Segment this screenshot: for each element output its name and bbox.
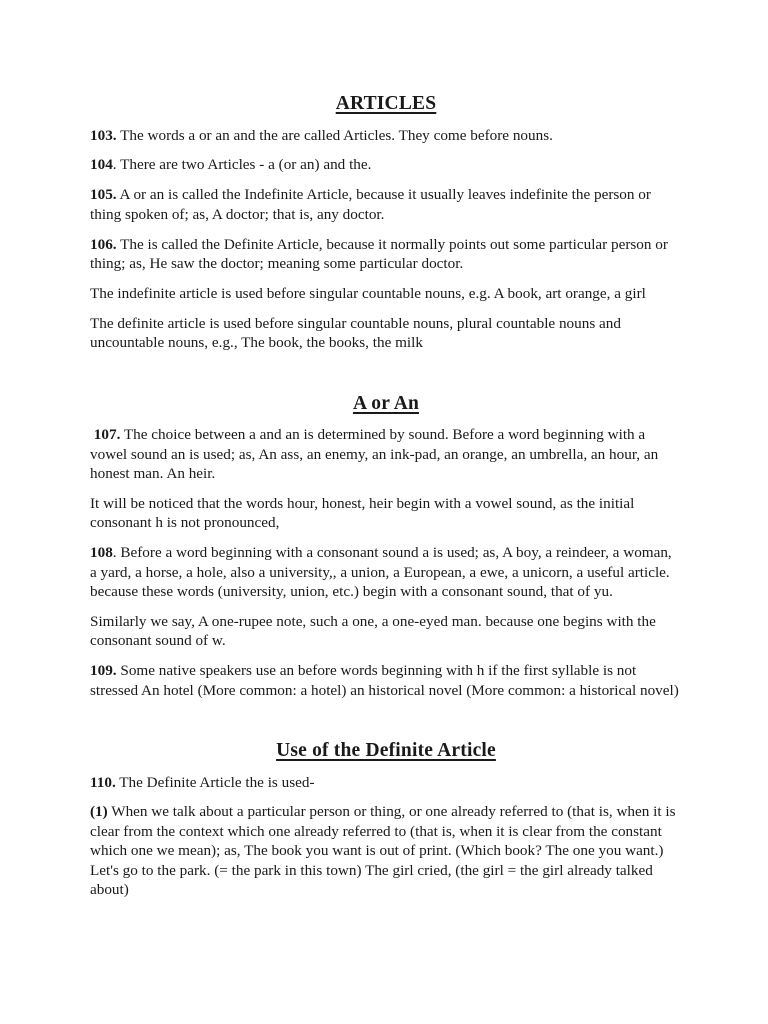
paragraph-103 — [90, 126, 682, 145]
paragraph-number: 103. — [90, 126, 117, 144]
paragraph-104 — [90, 155, 682, 174]
paragraph-110-1 — [90, 802, 682, 899]
paragraph-number: 106. — [90, 235, 117, 253]
paragraph-text: The Definite Article the is used- — [115, 773, 315, 791]
paragraph-105 — [90, 185, 682, 224]
paragraph-number: 107. — [90, 426, 121, 444]
paragraph-indefinite-usage: The indefinite article is used before singular countable nouns, e.g. A book, art orange, a girl — [90, 284, 646, 302]
paragraph-text: When we talk about a particular person or thing, or one already referred to (that is, when it is clear from the context which one already referred to (that is, when it is clear from the constant which one we mean); as, The book you want is out of print. (Which book? The one you want.) Let's go to the park. (= the park in this town) The girl cried, (the girl = the girl already talked about) — [90, 803, 676, 899]
paragraph-text: . Before a word beginning with a consonant sound a is used; as, A boy, a reindeer, a woman, a yard, a horse, a hole, also a university,, a union, a European, a ewe, a unicorn, a useful article. because these words (university, union, etc.) begin with a consonant sound, that of yu. — [90, 544, 672, 600]
heading-use-of-definite-article: Use of the Definite Article — [276, 740, 496, 762]
heading-articles: ARTICLES — [335, 93, 437, 114]
paragraph-109 — [90, 661, 682, 700]
paragraph-number: 104 — [90, 156, 113, 174]
paragraph-number: (1) — [90, 803, 108, 821]
paragraph-number: 110. — [90, 773, 116, 791]
document-page — [90, 0, 682, 899]
paragraph-number: 105. — [90, 186, 117, 204]
paragraph-text: A or an is called the Indefinite Article, because it usually leaves indefinite the person or thing spoken of; as, A doctor; that is, any doctor. — [90, 186, 651, 223]
paragraph-text: . There are two Articles - a (or an) and the. — [112, 156, 372, 174]
paragraph-text: The words a or an and the are called Articles. They come before nouns. — [116, 126, 553, 144]
paragraph-text: Some native speakers use an before words beginning with h if the first syllable is not stressed An hotel (More common: a hotel) an historical novel (More common: a historical novel) — [90, 662, 679, 699]
paragraph-110 — [90, 773, 682, 792]
paragraph-number: 108 — [90, 544, 113, 562]
heading-a-or-an: A or An — [352, 392, 420, 414]
paragraph-106 — [90, 235, 682, 274]
paragraph-107 — [90, 425, 682, 483]
paragraph-definite-usage: The definite article is used before singular countable nouns, plural countable nouns and uncountable nouns, e.g., The book, the books, the milk — [90, 314, 621, 352]
paragraph-similarly: Similarly we say, A one-rupee note, such a one, a one-eyed man. because one begins with the consonant sound of w. — [90, 612, 656, 650]
paragraph-text: The choice between a and an is determined by sound. Before a word beginning with a vowel sound an is used; as, An ass, an enemy, an ink-pad, an orange, an umbrella, an hour, an honest man. An heir. — [90, 426, 659, 482]
paragraph-number: 109. — [90, 662, 117, 680]
paragraph-108 — [90, 543, 682, 601]
paragraph-noticed: It will be noticed that the words hour, honest, heir begin with a vowel sound, as the initial consonant h is not pronounced, — [90, 494, 635, 532]
paragraph-text: The is called the Definite Article, because it normally points out some particular person or thing; as, He saw the doctor; meaning some particular doctor. — [90, 235, 668, 273]
